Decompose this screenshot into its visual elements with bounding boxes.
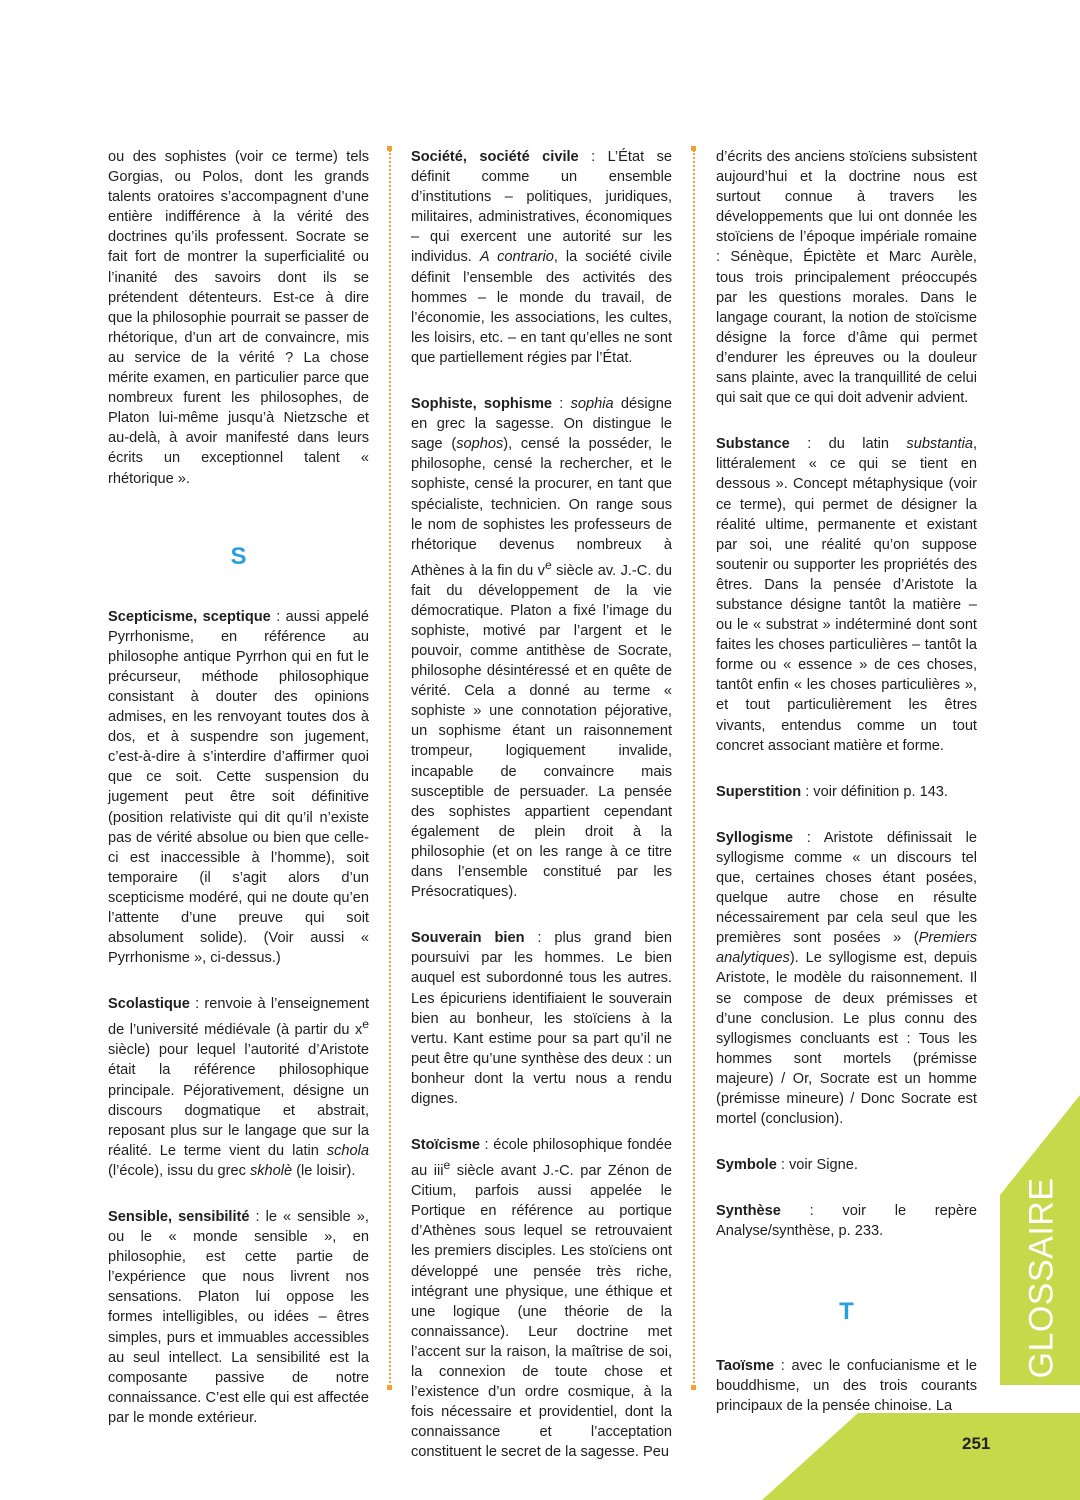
entry-substance <box>716 434 977 756</box>
letter-heading-s: S <box>230 542 247 570</box>
entry-term: Société, société civile <box>411 149 579 165</box>
divider-bottom-marker <box>387 1385 392 1390</box>
entry-term: Scepticisme, sceptique <box>108 608 271 625</box>
entry-term: Sophiste, sophisme <box>411 396 553 413</box>
entry-societe <box>411 147 672 368</box>
divider-top-marker <box>387 146 392 151</box>
entry-text: , la société civile définit l’ensemble des activités des hommes – le monde du travail, de l’économie, les associations, les cultes, les loisirs, etc. – en tant qu’elles ne sont que partiellement régies par l’État. <box>411 249 672 366</box>
italic-term: A contrario <box>479 249 554 266</box>
italic-term: Premiers analytiques <box>716 930 977 967</box>
entry-text: : Aristote définissait le syllogisme comme « un discours tel que, certaines choses étant posées, quelque autre chose en résulte nécessairement par cela seul que les premières sont posées » ( <box>716 829 977 947</box>
entry-text: : <box>552 396 571 413</box>
entry-term: Symbole <box>716 1157 777 1174</box>
entry-term: Superstition <box>716 783 802 800</box>
entry-term: Stoïcisme <box>411 1137 480 1154</box>
entry-text: : voir définition p. 143. <box>801 783 948 800</box>
corner-triangle <box>762 1413 1080 1500</box>
italic-term: sophia <box>570 396 614 413</box>
entry-text: : voir le repère Analyse/synthèse, p. 233. <box>716 1203 977 1240</box>
entry-sophiste <box>411 394 672 902</box>
century-numeral: iii <box>433 1163 444 1180</box>
italic-term: skholè <box>249 1162 293 1179</box>
entry-symbole <box>716 1155 977 1175</box>
entry-text: ou des sophistes (voir ce terme) tels Gorgias, ou Polos, dont les grands talents oratoires s’accompagnent d’une entière indifférence à la vérité des doctrines qu’ils professent. Socrate se fait fort de montrer la superficialité ou l’inanité des savoirs dont ils se prétendent détenteurs. Est-ce à dire que la philosophie pourrait se passer de rhétorique, d’un art de convaincre, mis au service de la vérité ? La chose mérite examen, en particulier parce que nombreux furent les philosophes, de Platon lui-même jusqu’à Nietzsche et au-delà, à avoir manifesté dans leurs écrits un exceptionnel talent « rhétorique ». <box>108 149 369 487</box>
column-divider <box>389 150 391 1390</box>
entry-text: : voir Signe. <box>776 1157 858 1174</box>
entry-taoisme <box>716 1356 977 1416</box>
entry-term: Sensible, sensibilité <box>108 1208 250 1225</box>
divider-top-marker <box>691 146 696 151</box>
entry-sensible <box>108 1207 369 1428</box>
entry-synthese <box>716 1201 977 1241</box>
superscript: e <box>443 1158 451 1173</box>
italic-term: sophos <box>456 436 504 453</box>
column-2 <box>411 147 672 1462</box>
superscript: e <box>544 557 552 572</box>
entry-term: Souverain bien <box>411 930 525 947</box>
entry-text: siècle avant J.-C. par Zénon de Citium, parfois aussi appelée le Portique en référence au portique d’Athènes sous lequel se retrouvaient les premiers disciples. Les stoïciens ont développé une pensée très riche, intégrant une physique, une éthique et une logique (une théorie de la connaissance). Leur doctrine met l’accent sur la raison, la maîtrise de soi, la connexion de toute chose et l’existence d’un ordre cosmique, à la fois nécessaire et providentiel, dont la connaissance et l’acceptation constituent le secret de la sagesse. Peu <box>411 1163 672 1461</box>
entry-term: Syllogisme <box>716 829 794 846</box>
entry-scepticisme <box>108 607 369 969</box>
entry-text: : renvoie à l’enseignement de l’université médiévale (à partir du <box>108 996 369 1039</box>
letter-heading-t: T <box>839 1297 854 1325</box>
entry-text: : avec le confucianisme et le bouddhisme, un des trois courants principaux de la pensée chinoise. La <box>716 1357 977 1414</box>
column-1 <box>108 147 369 1428</box>
italic-term: substantia <box>906 436 973 453</box>
entry-text: (l’école), issu du grec <box>108 1162 250 1179</box>
entry-text: : du latin <box>789 436 907 453</box>
italic-term: schola <box>326 1142 369 1159</box>
entry-text: désigne en grec la sagesse. On distingue le sage ( <box>411 396 672 453</box>
entry-text: ). Le syllogisme est, depuis Aristote, le modèle du raisonnement. Il se compose de deux prémisses et d’une conclusion. Le plus connu des syllogismes concluants est : Tous les hommes sont mortels (prémisse majeure) / Or, Socrate est un homme (prémisse mineure) / Donc Socrate est mortel (conclusion). <box>716 950 977 1128</box>
entry-text: , littéralement « ce qui se tient en dessous ». Concept métaphysique (voir ce terme), qui permet de désigner la réalité ultime, permanente et existant par soi, une réalité qu’on suppose soutenir ou supporter les propriétés des êtres. Dans la pensée d’Aristote la substance désigne tantôt la matière – ou le « substrat » indéterminé dont sont faites les choses particulières – tantôt la forme ou « essence » de ces choses, tantôt enfin « les choses particulières », et tout particulièrement les êtres vivants, entendus comme un tout concret associant matière et forme. <box>716 436 977 754</box>
entry-syllogisme <box>716 828 977 1129</box>
column-3 <box>716 147 977 1416</box>
entry-text: (le loisir). <box>292 1162 356 1179</box>
entry-text: : le « sensible », ou le « monde sensible », en philosophie, est cette partie de l’expérience que nous livrent nos sensations. Platon lui oppose les formes intelligibles, ou idées – êtres simples, purs et immuables accessibles au seul intellect. La sensibilité est la composante passive de notre connaissance. C’est elle qui est affectée par le monde extérieur. <box>108 1208 369 1426</box>
entry-scolastique <box>108 994 369 1181</box>
entry-text: ), censé la posséder, le philosophe, censé la rechercher, et le sophiste, censé la procurer, en tant que spécialiste, technicien. On range sous le nom de sophistes les professeurs de rhétorique devenus nombreux à Athènes à la fin du <box>411 436 673 579</box>
entry-souverain-bien <box>411 928 672 1109</box>
entry-superstition <box>716 782 977 802</box>
entry-term: Taoïsme <box>716 1357 775 1374</box>
entry-text: siècle av. J.-C. du fait du développement de la vie démocratique. Platon a fixé l’image du sophiste, motivé par l’argent et le pouvoir, comme antithèse de Socrate, philosophe désintéressé et en quête de vérité. Cela a donné au terme « sophiste » une connotation péjorative, un sophisme étant un raisonnement trompeur, logiquement invalide, incapable de convaincre mais susceptible de persuader. La pensée des sophistes appartient cependant également de plein droit à la philosophie (et on les range à ce titre dans l’ensemble constitué par les Présocratiques). <box>411 562 673 901</box>
century-numeral: v <box>537 562 545 579</box>
entry-text: siècle) pour lequel l’autorité d’Aristote était la référence philosophique principale. Péjorativement, désigne un discours dogmatique et abstrait, reposant plus sur le langage que sur la réalité. Le terme vient du latin <box>108 1042 369 1159</box>
entry-text: : aussi appelé Pyrrhonisme, en référence au philosophe antique Pyrrhon qui en fut le précurseur, méthode philosophique consistant à douter des opinions admises, en les renvoyant toutes dos à dos, et à suspendre son jugement, c’est-à-dire à s’interdire d’affirmer quoi que ce soit. Cette suspension du jugement peut être soit définitive (position relativiste qui dit qu’il n’existe pas de vérité absolue ou bien que celle-ci est inaccessible à l’homme), soit temporaire (il s’agit alors d’un scepticisme modéré, qui ne doute qu’en l’attente d’une preuve qui soit absolument solide). (Voir aussi « Pyrrhonisme », ci-dessus.) <box>108 608 369 967</box>
entry-text: : L’État se définit comme un ensemble d’institutions – politiques, juridiques, militaires, administratives, économiques – qui exercent une autorité sur les individus. <box>411 149 672 266</box>
column-divider <box>693 150 695 1390</box>
section-label: GLOSSAIRE <box>1022 1177 1061 1379</box>
page-number: 251 <box>962 1434 991 1453</box>
entry-continuation <box>108 147 369 489</box>
entry-stoicisme <box>411 1135 672 1462</box>
entry-text: : plus grand bien poursuivi par les hommes. Le bien auquel est subordonné tous les autres. Les épicuriens identifiaient le souverain bien au bonheur, les stoïciens à la vertu. Kant estime pour sa part qu’il ne peut être qu’une synthèse des deux : un bonheur dont la vertu nous a rendu dignes. <box>411 930 672 1107</box>
entry-term: Substance <box>716 436 790 453</box>
entry-continuation <box>716 147 977 408</box>
divider-bottom-marker <box>691 1385 696 1390</box>
century-numeral: x <box>354 1022 363 1039</box>
superscript: e <box>362 1017 369 1032</box>
entry-text: d’écrits des anciens stoïciens subsistent aujourd’hui et la doctrine nous est surtout connue à travers les développements que lui ont donnée les stoïciens de l’époque impériale romaine : Sénèque, Épictète et Marc Aurèle, tous trois principalement préoccupés par les questions morales. Dans le langage courant, la notion de stoïcisme désigne la force d’âme qui permet d’endurer les épreuves ou la douleur sans plainte, avec la tranquillité de celui qui sait que ce qui doit advenir advient. <box>716 149 977 407</box>
entry-term: Synthèse <box>716 1203 781 1220</box>
entry-term: Scolastique <box>108 996 190 1013</box>
entry-text: : école philosophique fondée au <box>411 1137 672 1180</box>
